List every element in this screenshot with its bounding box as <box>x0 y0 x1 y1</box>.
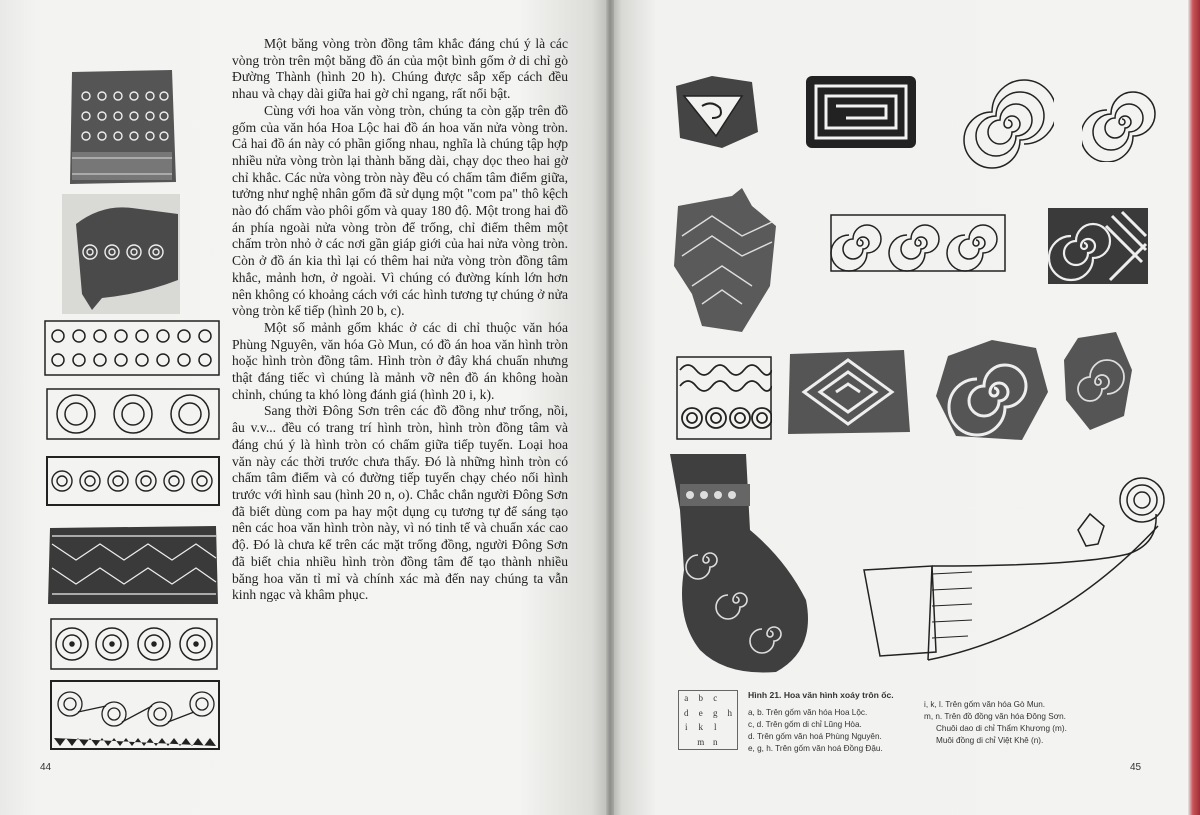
figure-triple-spiral-band <box>830 214 1006 272</box>
paragraph: Một số mảnh gốm khác ở các di chỉ thuộc văn hóa Phùng Nguyên, văn hóa Gò Mun, có đồ án hoa văn hình tròn hoặc hình tròn đồng tâm. Hình tròn ở đây khá chuẩn nhưng thật đáng tiếc vì chúng là mảnh vỡ nên đồ án không hoàn chỉnh, chúng ta khó lòng đánh giá (hình 20 i, k). <box>232 319 568 402</box>
figure-dotted-concentric-band <box>46 456 220 506</box>
key-letter: n <box>713 736 718 747</box>
key-letter <box>679 735 694 750</box>
key-letter: h <box>727 707 732 718</box>
book-cover-edge <box>1188 0 1200 815</box>
body-text-column <box>232 36 568 604</box>
key-letter <box>723 735 738 750</box>
caption-line: a, b. Trên gốm văn hóa Hoa Lộc. <box>748 708 868 717</box>
page-number-right: 45 <box>1130 762 1142 773</box>
figure-rectangular-spiral <box>804 74 918 150</box>
key-letter <box>723 691 738 706</box>
key-letter: g <box>713 707 718 718</box>
figure-round-spiral-d <box>1082 82 1162 162</box>
page-number-left: 44 <box>40 762 52 773</box>
figure-tangent-circles-band <box>50 680 220 750</box>
caption-line: c, d. Trên gốm di chỉ Lũng Hòa. <box>748 720 862 729</box>
key-letter: k <box>698 722 703 732</box>
figure-bronze-ladle <box>858 474 1172 664</box>
figure-pottery-shard-dotted-circles <box>66 66 178 186</box>
paragraph: Cùng với hoa văn vòng tròn, chúng ta còn gặp trên đồ gốm của văn hóa Hoa Lộc hai đồ án hoa văn nửa vòng tròn. Cả hai đồ án này có phần giống nhau, nghĩa là chúng tập hợp nhiều nửa vòng tròn lại thành băng dài, chạy dọc theo hai gờ chỉ khắc. Các nửa vòng tròn này đều có chấm tâm điểm giữa, tưởng như nghệ nhân gốm đã sử dụng một "com pa" thô kệch nào đó chấm vào phôi gốm và quay 180 độ. Một trong hai đồ án phía ngoài nửa vòng tròn để trống, chỉ điểm thêm một chấm tròn nhỏ ở các nơi gần giáp giới của hai nửa vòng tròn. Còn ở đồ án kia thì lại có thêm hai nửa vòng tròn đồng tâm khắc, mảnh hơn, ở ngoài. Vì chúng có đường kính lớn hơn nên không có khoảng cách với các hình tương tự chúng ở nửa vòng tròn kế tiếp (hình 20 b, c). <box>232 102 568 319</box>
figure-pottery-shard-circles <box>62 194 180 314</box>
figure-spiral-tile-shard <box>1046 206 1150 286</box>
figure-spiral-shard-a <box>672 72 762 152</box>
key-letter: i <box>684 722 688 732</box>
figure-triangle-shard <box>672 186 780 336</box>
key-letter: e <box>698 707 703 718</box>
caption-line: e, g, h. Trên gốm văn hoá Đồng Đậu. <box>748 744 883 753</box>
figure-square-spiral-shard <box>784 346 914 438</box>
figure-zigzag-band-shard <box>46 524 220 606</box>
paragraph: Một băng vòng tròn đồng tâm khắc đáng chú ý là các vòng tròn trên một băng đồ án của một bình gốm ở di chỉ gò Đường Thành (hình 20 h). Chúng được sắp xếp cách đều nhau và chạy dài giữa hai gờ chỉ ngang, rất nổi bật. <box>232 36 568 102</box>
key-letter: c <box>713 693 718 703</box>
figure-caption-title: Hình 21. Hoa văn hình xoáy trôn ốc. <box>748 690 894 700</box>
figure-key-grid <box>678 690 738 750</box>
key-letter: l <box>713 722 717 732</box>
key-letter: b <box>698 693 703 703</box>
figure-concentric-circles-band <box>46 388 220 440</box>
figure-wave-spiral-band <box>676 356 772 440</box>
key-letter: a <box>684 693 689 703</box>
caption-line: Chuôi dao di chỉ Thẩm Khương (m). <box>936 724 1067 733</box>
figure-circle-band-two-rows <box>44 320 220 376</box>
figure-bronze-knife-handle <box>666 450 816 680</box>
caption-line: m, n. Trên đồ đồng văn hóa Đông Sơn. <box>924 712 1066 721</box>
figure-large-concentric-band <box>50 618 218 670</box>
book-gutter <box>606 0 614 815</box>
figure-spiral-shard-i <box>932 336 1052 446</box>
caption-line: Muôi đồng di chỉ Việt Khê (n). <box>936 736 1044 745</box>
key-letter: d <box>684 707 689 718</box>
caption-line: d. Trên gốm văn hoá Phùng Nguyên. <box>748 732 882 741</box>
figure-small-spiral-shard <box>1060 330 1136 434</box>
caption-line: i, k, l. Trên gốm văn hóa Gò Mun. <box>924 700 1046 709</box>
key-letter: m <box>697 736 705 747</box>
key-letter <box>723 720 738 735</box>
paragraph: Sang thời Đông Sơn trên các đồ đồng như trống, nồi, âu v.v... đều có trang trí hình tròn, hình tròn đồng tâm và đáng chú ý là hình tròn có chấm giữa tiếp tuyến. Loại hoa văn này các thời trước chưa thấy. Đó là những hình tròn có chấm tâm điểm và có đường tiếp tuyến chạy chéo nối hình trước với hình sau (hình 20 n, o). Chắc chắn người Đông Sơn đã biết dùng com pa hay một dụng cụ tương tự để sáng tạo nên các hoa văn hình tròn này, vì nó tinh tế và chuẩn xác cao độ. Đó là chưa kể trên các mặt trống đồng, người Đông Sơn đã biết chia nhiều hình tròn đồng tâm để tạo thành nhiều băng hoa văn tỉ mỉ và chính xác mà đến nay chúng ta vẫn kinh ngạc và khâm phục. <box>232 403 568 603</box>
figure-round-spiral-c <box>962 78 1054 170</box>
